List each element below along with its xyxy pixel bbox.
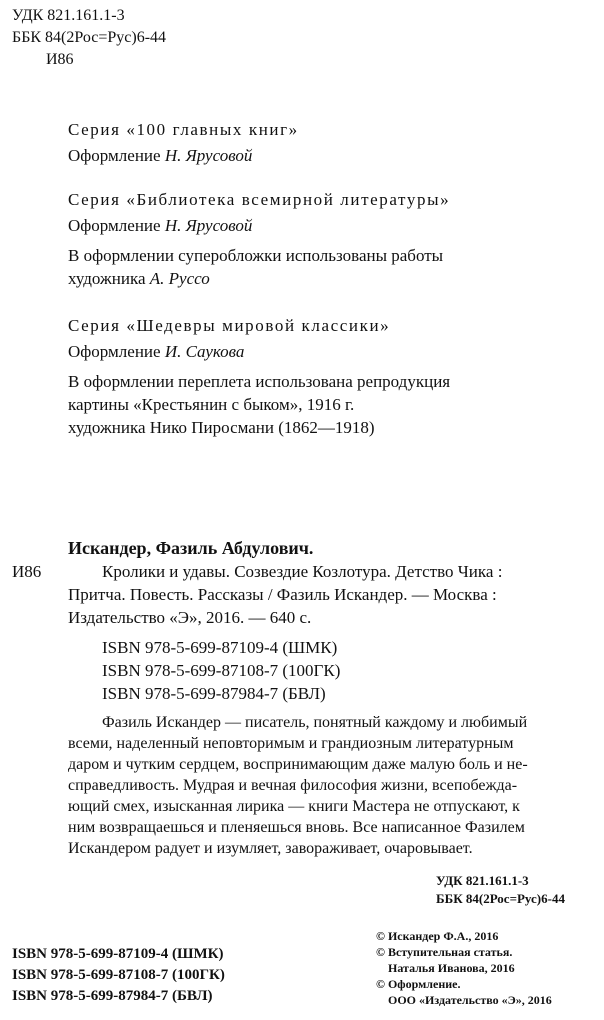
series-3-note-line-3: художника Нико Пиросмани (1862—1918) bbox=[68, 418, 375, 437]
catalog-isbn-1: ISBN 978-5-699-87109-4 (ШМК) bbox=[102, 638, 338, 657]
copyright-intro-author: Наталья Иванова, 2016 bbox=[388, 961, 515, 975]
series-2-note-line-2 bbox=[68, 268, 210, 290]
series-1-designer: Н. Ярусовой bbox=[164, 146, 253, 165]
catalog-description-line-2: Притча. Повесть. Рассказы / Фазиль Искандер. — Москва : bbox=[68, 585, 497, 604]
copyright-design: © Оформление. bbox=[376, 977, 461, 991]
catalog-bbk: ББК 84(2Рос=Рус)6-44 bbox=[436, 891, 565, 906]
series-3-designer: И. Саукова bbox=[164, 342, 245, 361]
copyright-author: © Искандер Ф.А., 2016 bbox=[376, 929, 499, 943]
annotation-line-2: всеми, наделенный неповторимым и грандиозным литературным bbox=[68, 735, 514, 752]
series-3-note-line-2: картины «Крестьянин с быком», 1916 г. bbox=[68, 395, 355, 414]
series-2-note-artist: А. Руссо bbox=[149, 269, 210, 288]
copyright-intro-article: © Вступительная статья. bbox=[376, 945, 513, 959]
annotation-line-4: справедливость. Мудрая и вечная философия жизни, всепобежда- bbox=[68, 777, 518, 794]
series-3-note-line-1: В оформлении переплета использована репродукция bbox=[68, 372, 451, 391]
series-1-name: Серия «100 главных книг» bbox=[68, 120, 299, 139]
annotation-line-3: даром и чутким сердцем, воспринимающим даже малую боль и не- bbox=[68, 756, 528, 773]
series-3-design-label: Оформление bbox=[68, 342, 161, 361]
catalog-description-line-1: Кролики и удавы. Созвездие Козлотура. Детство Чика : bbox=[102, 562, 503, 581]
series-2-design bbox=[68, 215, 252, 237]
catalog-description-line-3: Издательство «Э», 2016. — 640 с. bbox=[68, 608, 312, 627]
catalog-author-heading: Искандер, Фазиль Абдулович. bbox=[68, 538, 314, 558]
catalog-isbn-3: ISBN 978-5-699-87984-7 (БВЛ) bbox=[102, 684, 326, 703]
series-2-name: Серия «Библиотека всемирной литературы» bbox=[68, 190, 451, 209]
series-1-design-label: Оформление bbox=[68, 146, 161, 165]
series-1-design bbox=[68, 145, 252, 167]
catalog-isbn-2: ISBN 978-5-699-87108-7 (100ГК) bbox=[102, 661, 341, 680]
catalog-author-mark: И86 bbox=[12, 562, 42, 581]
annotation-line-7: Искандером радует и изумляет, завораживает, очаровывает. bbox=[68, 840, 473, 857]
footer-isbn-1: ISBN 978-5-699-87109-4 (ШМК) bbox=[12, 946, 224, 962]
footer-isbn-2: ISBN 978-5-699-87108-7 (100ГК) bbox=[12, 967, 225, 983]
header-udk: УДК 821.161.1-3 bbox=[12, 7, 125, 24]
header-author-mark: И86 bbox=[46, 51, 74, 68]
series-2-design-label: Оформление bbox=[68, 216, 161, 235]
annotation-line-1: Фазиль Искандер — писатель, понятный каждому и любимый bbox=[102, 714, 528, 731]
series-3-name: Серия «Шедевры мировой классики» bbox=[68, 316, 391, 335]
annotation-line-5: ющий смех, изысканная лирика — книги Мастера не отпускают, к bbox=[68, 798, 520, 815]
series-2-designer: Н. Ярусовой bbox=[164, 216, 253, 235]
catalog-udk: УДК 821.161.1-3 bbox=[436, 873, 529, 888]
series-2-note-artist-label: художника bbox=[68, 269, 146, 288]
series-3-design bbox=[68, 341, 244, 363]
annotation-line-6: ним возвращаешься и пленяешься вновь. Все написанное Фазилем bbox=[68, 819, 525, 836]
footer-isbn-3: ISBN 978-5-699-87984-7 (БВЛ) bbox=[12, 988, 213, 1004]
copyright-publisher: ООО «Издательство «Э», 2016 bbox=[388, 993, 552, 1007]
header-bbk: ББК 84(2Рос=Рус)6-44 bbox=[12, 29, 167, 46]
series-2-note-line-1: В оформлении суперобложки использованы работы bbox=[68, 246, 444, 265]
